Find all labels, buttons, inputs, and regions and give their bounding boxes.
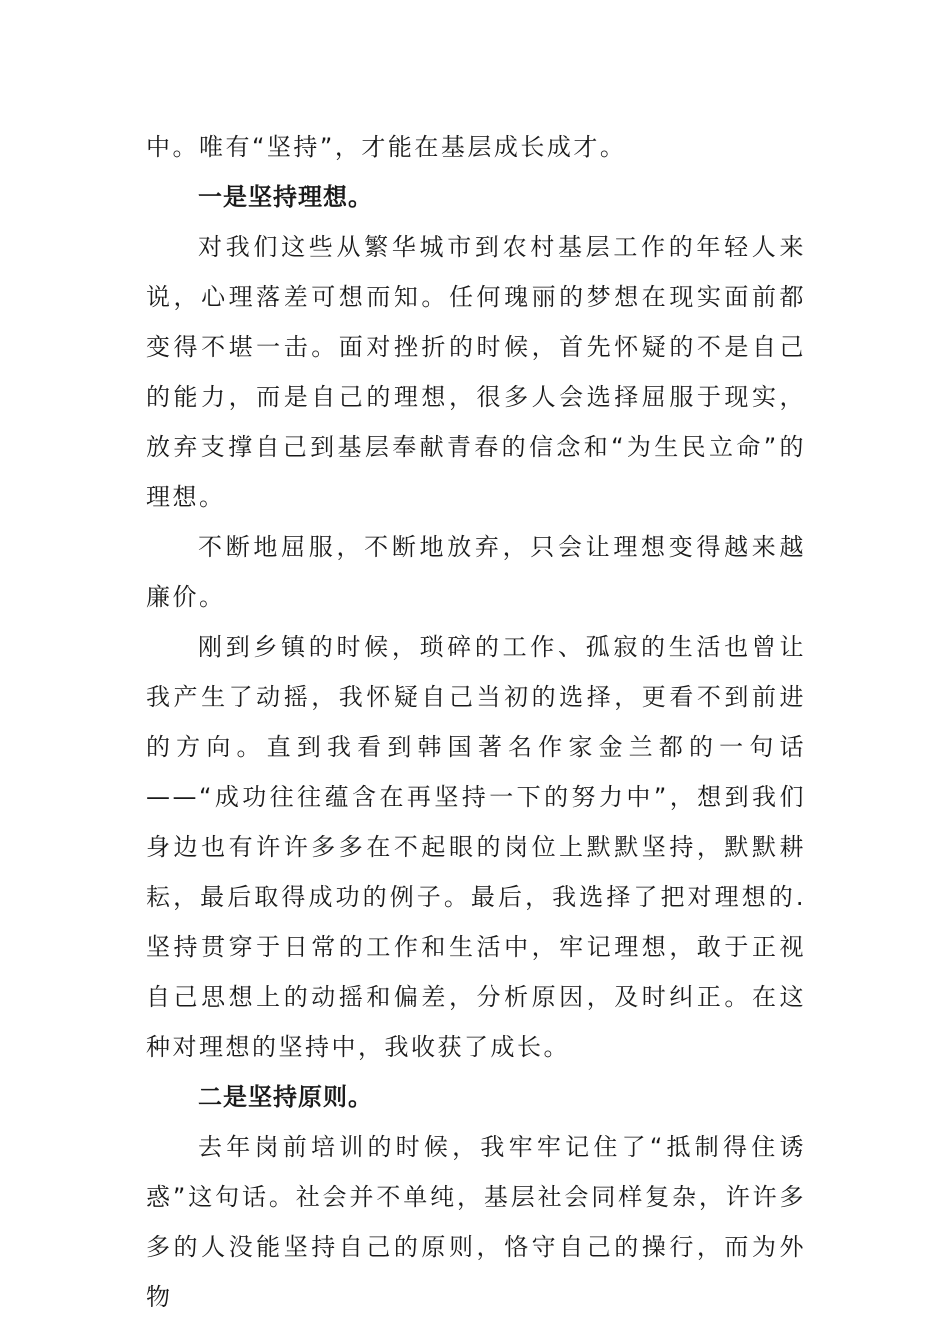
section-heading-principle: 二是坚持原则。 — [198, 1083, 373, 1111]
paragraph-ideal-intro: 对我们这些从繁华城市到农村基层工作的年轻人来说，心理落差可想而知。任何瑰丽的梦想在现实面前都变得不堪一击。面对挫折的时候，首先怀疑的不是自己的能力，而是自己的理想，很多人会选择屈服于现实，放弃支撑自己到基层奉献青春的信念和“为生民立命”的理想。 — [146, 233, 806, 511]
paragraph-ideal-yield: 不断地屈服，不断地放弃，只会让理想变得越来越廉价。 — [146, 533, 806, 611]
paragraph-continuation: 中。唯有“坚持”，才能在基层成长成才。 — [146, 133, 627, 161]
paragraph-principle-intro: 去年岗前培训的时候，我牢牢记住了“抵制得住诱惑”这句话。社会并不单纯，基层社会同样复杂，许许多多的人没能坚持自己的原则，恪守自己的操行，而为外物 — [146, 1133, 806, 1311]
document-body — [146, 122, 806, 1322]
paragraph-ideal-experience: 刚到乡镇的时候，琐碎的工作、孤寂的生活也曾让我产生了动摇，我怀疑自己当初的选择，更看不到前进的方向。直到我看到韩国著名作家金兰都的一句话——“成功往往蕴含在再坚持一下的努力中”，想到我们身边也有许许多多在不起眼的岗位上默默坚持，默默耕耘，最后取得成功的例子。最后，我选择了把对理想的.坚持贯穿于日常的工作和生活中，牢记理想，敢于正视自己思想上的动摇和偏差，分析原因，及时纠正。在这种对理想的坚持中，我收获了成长。 — [146, 633, 806, 1061]
section-heading-ideal: 一是坚持理想。 — [198, 183, 373, 211]
